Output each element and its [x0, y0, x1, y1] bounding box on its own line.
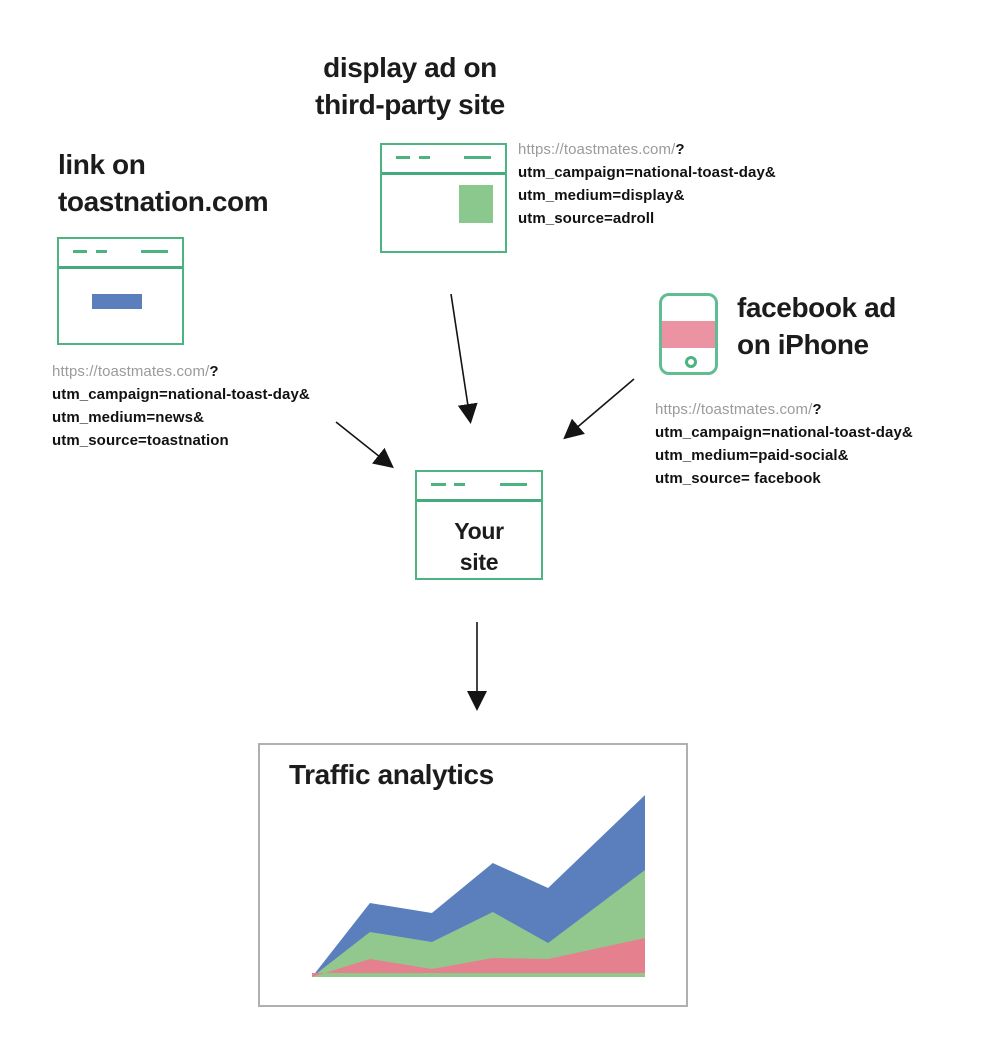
menu-dash-icon: [464, 156, 491, 159]
utm-medium-param: utm_medium=display&: [518, 187, 685, 204]
arrow-facebook-to-site-icon: [567, 379, 634, 436]
utm-medium-param: utm_medium=news&: [52, 409, 205, 426]
url-query-mark: ?: [675, 141, 685, 158]
facebook-ad-heading-line1: facebook ad: [737, 292, 896, 323]
utm-source-param: utm_source=toastnation: [52, 432, 229, 449]
your-site-browser-icon: [415, 470, 543, 580]
link-site-heading-line1: link on: [58, 149, 146, 180]
facebook-ad-url: [655, 398, 913, 490]
traffic-chart: [312, 794, 646, 980]
browser-body: [382, 175, 505, 251]
url-query-mark: ?: [209, 363, 219, 380]
menu-dash-icon: [419, 156, 430, 159]
utm-campaign-param: utm_campaign=national-toast-day&: [655, 424, 913, 441]
menu-dash-icon: [73, 250, 88, 253]
facebook-ad-band-icon: [662, 321, 715, 348]
your-site-label: [417, 516, 541, 578]
arrow-display-to-site-icon: [451, 294, 470, 419]
link-site-url: [52, 360, 310, 452]
your-site-label-line1: Your: [454, 518, 504, 544]
menu-dash-icon: [396, 156, 411, 159]
display-ad-heading: [250, 49, 570, 123]
menu-dash-icon: [96, 250, 107, 253]
display-ad-banner-icon: [459, 185, 493, 223]
utm-source-param: utm_source=adroll: [518, 210, 655, 227]
utm-source-param: utm_source= facebook: [655, 470, 821, 487]
link-site-heading: [58, 146, 268, 220]
link-rect-icon: [92, 294, 142, 309]
display-ad-heading-line2: third-party site: [315, 89, 505, 120]
browser-titlebar: [382, 145, 505, 175]
utm-medium-param: utm_medium=paid-social&: [655, 447, 849, 464]
menu-dash-icon: [454, 483, 465, 486]
facebook-ad-heading: [737, 289, 896, 363]
browser-titlebar: [59, 239, 182, 269]
url-query-mark: ?: [812, 401, 822, 418]
url-base: https://toastmates.com/: [655, 401, 813, 418]
browser-titlebar: [417, 472, 541, 502]
traffic-analytics-title: Traffic analytics: [289, 759, 494, 790]
traffic-analytics-box: [258, 743, 688, 1007]
arrow-link-to-site-icon: [336, 422, 390, 465]
facebook-ad-heading-line2: on iPhone: [737, 329, 869, 360]
menu-dash-icon: [500, 483, 527, 486]
utm-campaign-param: utm_campaign=national-toast-day&: [52, 386, 310, 403]
display-ad-browser-icon: [380, 143, 507, 253]
browser-body: [417, 502, 541, 578]
utm-campaign-param: utm_campaign=national-toast-day&: [518, 164, 776, 181]
url-base: https://toastmates.com/: [518, 141, 676, 158]
display-ad-heading-line1: display ad on: [323, 52, 497, 83]
your-site-label-line2: site: [459, 549, 499, 575]
link-site-heading-line2: toastnation.com: [58, 186, 269, 217]
iphone-icon: [659, 293, 718, 375]
url-base: https://toastmates.com/: [52, 363, 210, 380]
home-button-icon: [685, 356, 697, 368]
menu-dash-icon: [431, 483, 446, 486]
link-site-browser-icon: [57, 237, 184, 345]
browser-body: [59, 269, 182, 343]
display-ad-url: [518, 138, 776, 230]
menu-dash-icon: [141, 250, 168, 253]
